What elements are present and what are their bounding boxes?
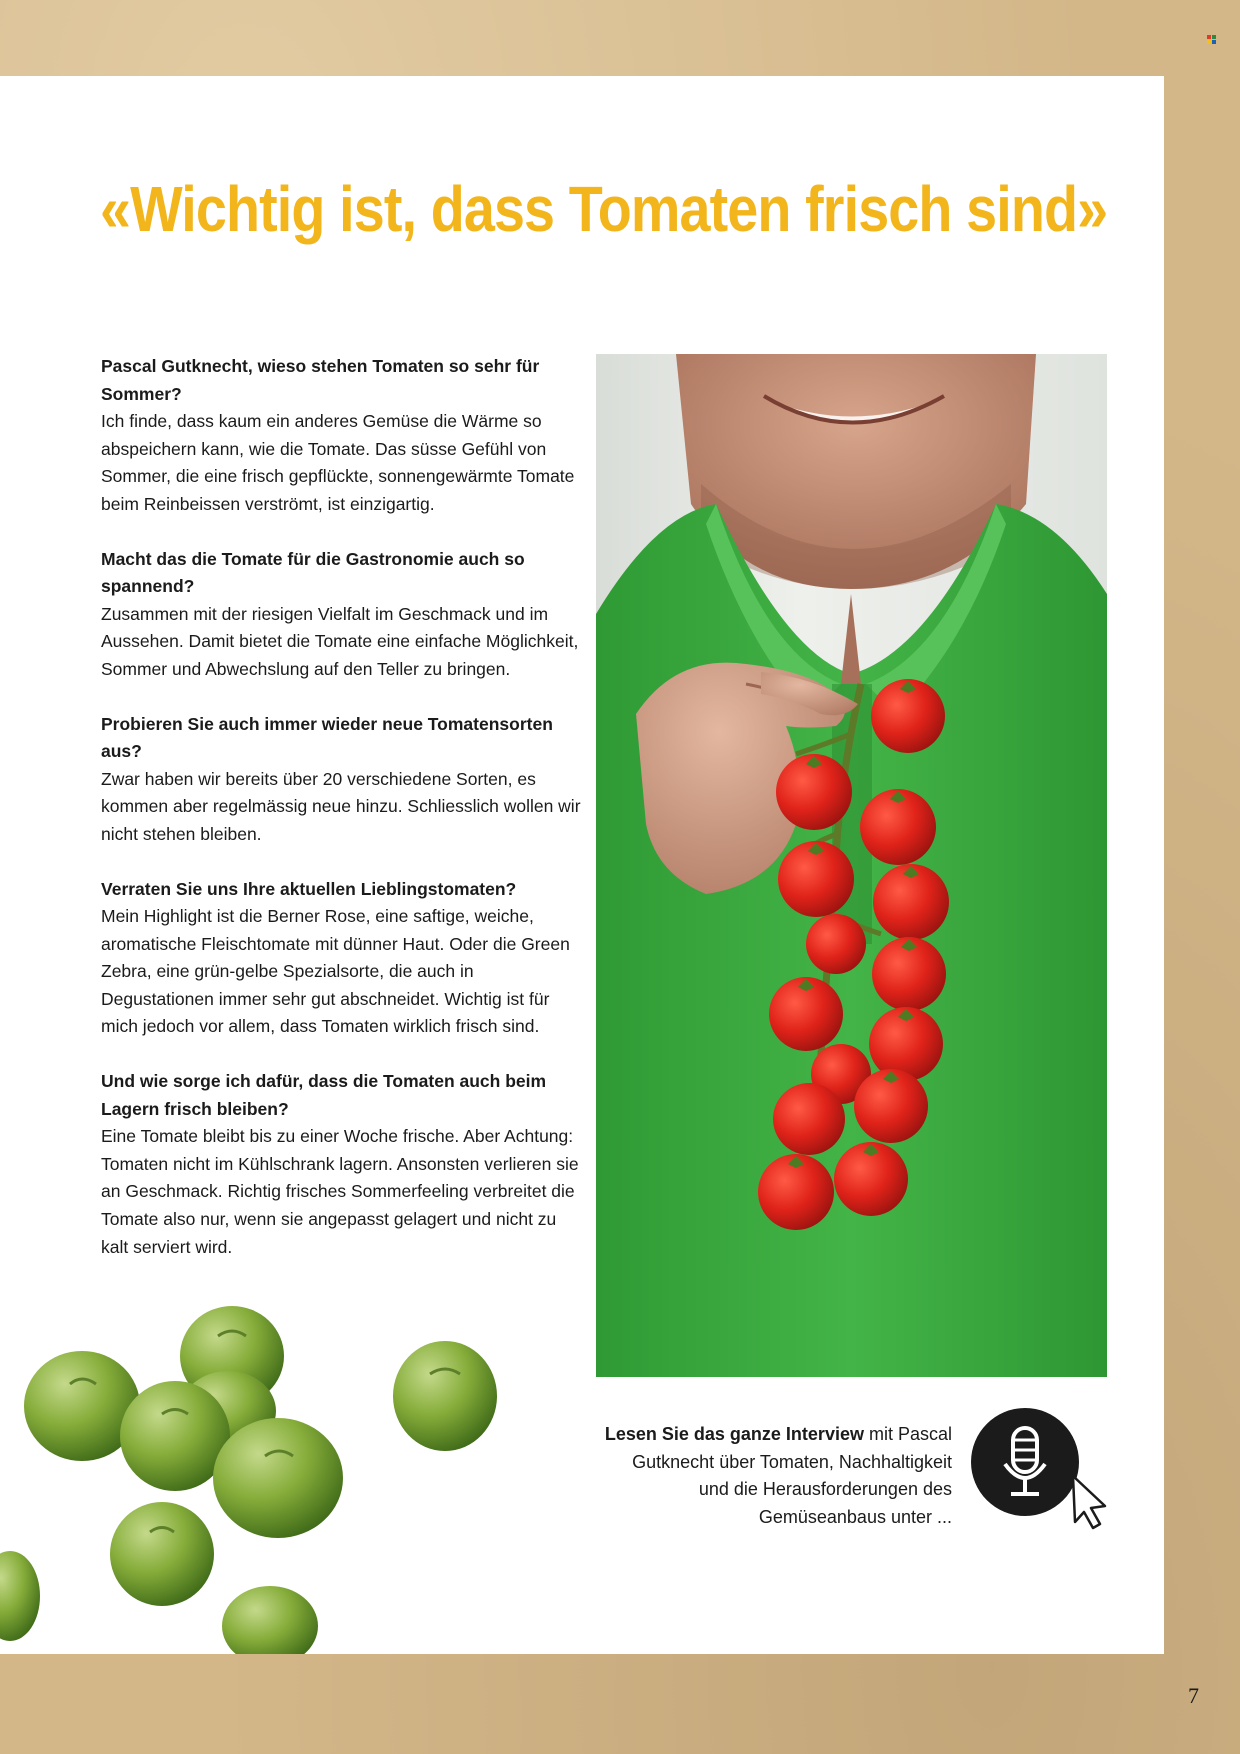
- interview-answer: Ich finde, dass kaum ein anderes Gemüse die Wärme so abspeichern kann, wie die Tomate. Das süsse Gefühl von Sommer, die eine frisch gepflückte, sonnengewärmte Tomate beim Reinbeissen verströmt, ist einzigartig.: [101, 411, 575, 514]
- interview-cta: [600, 1421, 952, 1531]
- qa-item: [101, 546, 581, 684]
- qa-item: [101, 353, 581, 519]
- interview-question: Pascal Gutknecht, wieso stehen Tomaten so sehr für Sommer?: [101, 356, 540, 404]
- magazine-page: [0, 76, 1164, 1654]
- color-registration-mark: [1207, 35, 1216, 44]
- interview-text: [101, 353, 581, 1288]
- qa-item: [101, 711, 581, 849]
- interview-question: Probieren Sie auch immer wieder neue Tomatensorten aus?: [101, 713, 553, 762]
- cursor-arrow-icon: [1073, 1476, 1105, 1528]
- podcast-badge[interactable]: [969, 1406, 1114, 1536]
- qa-item: [101, 876, 581, 1042]
- cta-text: mit Pascal Gutknecht über Tomaten, Nachhaltigkeit und die Herausforderungen des Gemüseanbaus unter ...: [632, 1424, 952, 1527]
- cta-bold-text: Lesen Sie das ganze Interview: [604, 1424, 864, 1444]
- page-number: 7: [1188, 1683, 1199, 1708]
- green-tomatoes-image: [0, 1296, 560, 1654]
- interview-answer: Mein Highlight ist die Berner Rose, eine saftige, weiche, aromatische Fleischtomate mit dünner Haut. Oder die Green Zebra, eine grün-gelbe Spezialsorte, die auch in Degustationen immer sehr gut abschneidet. Wichtig ist für mich jedoch vor allem, dass Tomaten wirklich frisch sind.: [101, 906, 570, 1037]
- interview-answer: Eine Tomate bleibt bis zu einer Woche frische. Aber Achtung: Tomaten nicht im Kühlschrank lagern. Ansonsten verlieren sie an Geschmack. Richtig frisches Sommerfeeling verbreitet die Tomate also nur, wenn sie angepasst gelagert und nicht zu kalt serviert wird.: [101, 1126, 579, 1257]
- page-headline: «Wichtig ist, dass Tomaten frisch sind»: [100, 173, 1108, 245]
- interview-question: Und wie sorge ich dafür, dass die Tomaten auch beim Lagern frisch bleiben?: [101, 1071, 547, 1119]
- portrait-photo-tomato-vine: [596, 354, 1107, 1377]
- interview-answer: Zwar haben wir bereits über 20 verschiedene Sorten, es kommen aber regelmässig neue hinzu. Schliesslich wollen wir nicht stehen bleiben.: [101, 768, 581, 844]
- interview-question: Macht das die Tomate für die Gastronomie auch so spannend?: [101, 548, 525, 597]
- interview-question: Verraten Sie uns Ihre aktuellen Lieblingstomaten?: [101, 878, 517, 899]
- interview-answer: Zusammen mit der riesigen Vielfalt im Geschmack und im Aussehen. Damit bietet die Tomate eine einfache Möglichkeit, Sommer und Abwechslung auf den Teller zu bringen.: [101, 603, 579, 679]
- qa-item: [101, 1068, 581, 1261]
